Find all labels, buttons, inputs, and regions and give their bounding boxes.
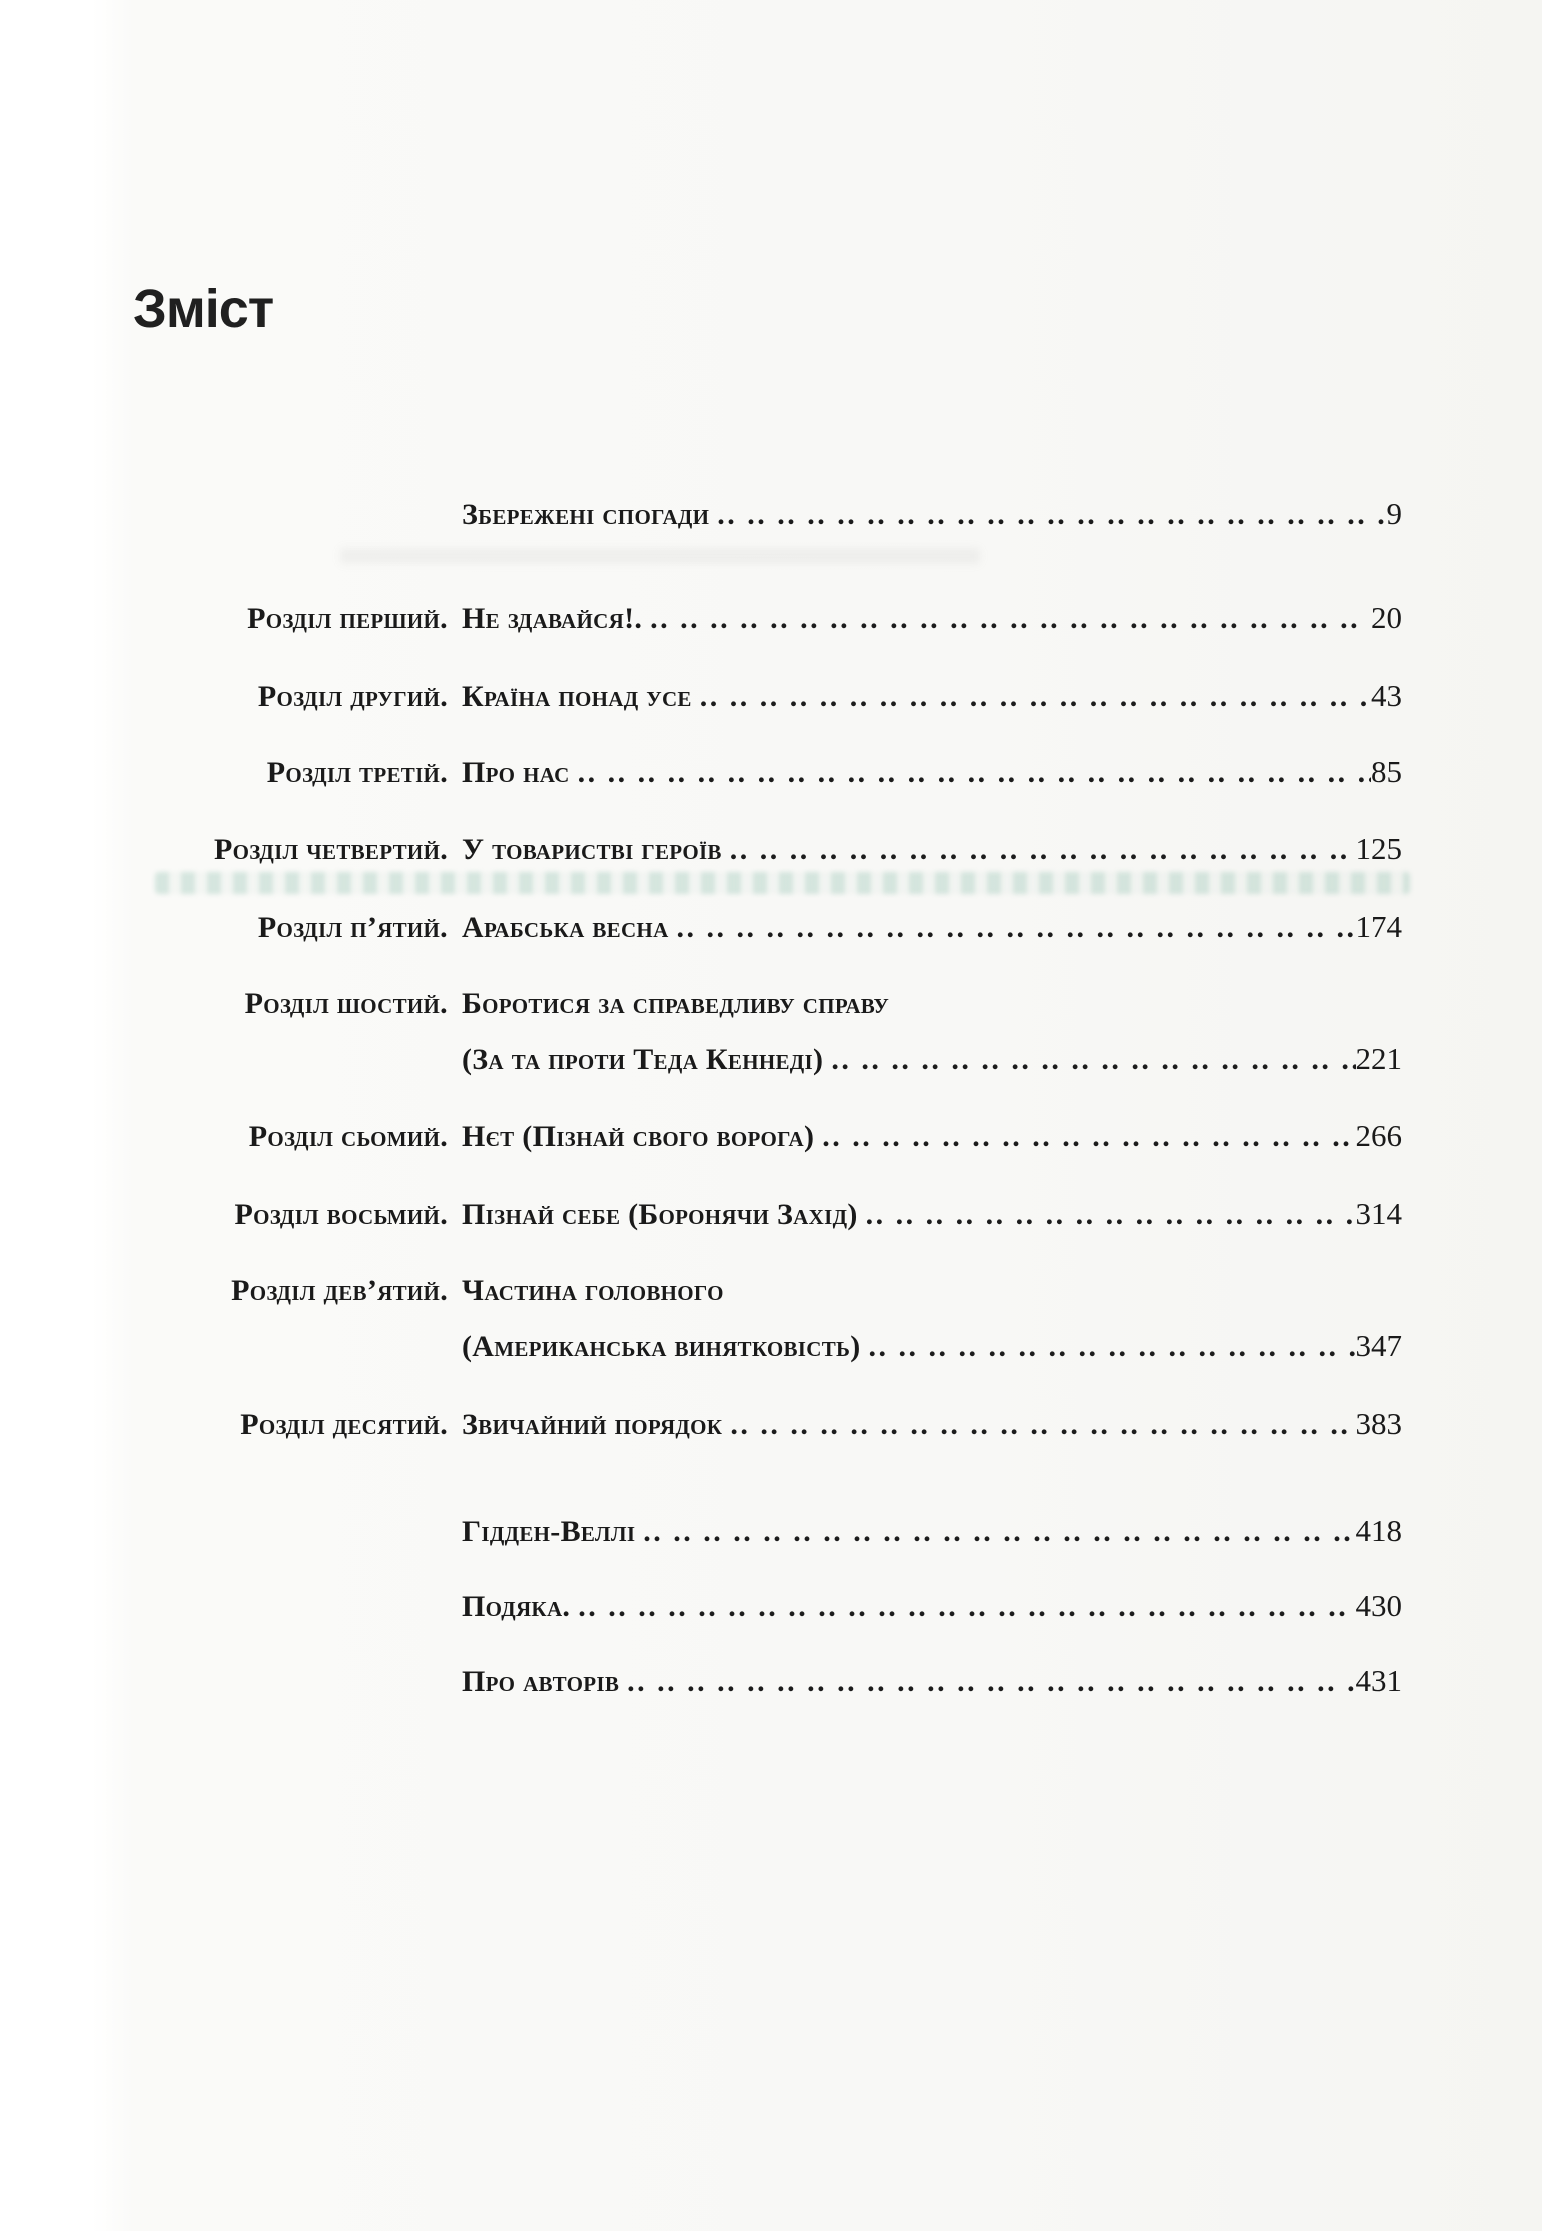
toc-title: Арабська весна [462, 911, 669, 944]
toc-chapter-label: Розділ п’ятий. [257, 911, 448, 944]
dot-leader [814, 1119, 1355, 1155]
toc-entry [110, 1406, 1402, 1443]
toc-chapter-label: Розділ перший. [247, 602, 448, 635]
toc-chapter-label: Розділ четвертий. [213, 833, 448, 866]
toc-entry-intro [110, 496, 1402, 533]
toc-page-number: 431 [1355, 1663, 1402, 1698]
dot-leader [570, 1589, 1355, 1625]
toc-title: Звичайний порядок [462, 1408, 723, 1441]
toc-entry [110, 754, 1402, 791]
toc-page-number: 125 [1355, 831, 1402, 866]
toc-title: Частина головного [462, 1274, 724, 1307]
toc-title: Про нас [462, 756, 570, 789]
toc-title: Нєт (Пізнай свого ворога) [462, 1120, 815, 1153]
dot-leader [635, 1514, 1355, 1550]
toc-chapter-label: Розділ третій. [266, 756, 448, 789]
dot-leader [722, 832, 1356, 868]
toc-page-number: 221 [1355, 1041, 1402, 1076]
toc-page-number: 174 [1355, 909, 1402, 944]
toc-page-number: 314 [1355, 1196, 1402, 1231]
dot-leader [858, 1197, 1356, 1233]
toc-entry [110, 909, 1402, 946]
dot-leader [692, 679, 1371, 715]
toc-entry-line1 [110, 1273, 1402, 1309]
toc-title: Не здавайся!. [462, 602, 643, 635]
toc-title-continuation: (За та проти Теда Кеннеді) [462, 1043, 824, 1076]
toc-chapter-label: Розділ другий. [257, 680, 448, 713]
toc-title: Збережені спогади [462, 498, 710, 531]
toc-entry [110, 678, 1402, 715]
toc-title: Країна понад усе [462, 680, 692, 713]
toc-page-number: 85 [1371, 754, 1402, 789]
toc-page-number: 9 [1386, 496, 1402, 531]
dot-leader [709, 497, 1386, 533]
toc-page-number: 20 [1371, 600, 1402, 635]
toc-title: Пізнай себе (Боронячи Захід) [462, 1198, 858, 1231]
toc-entry [110, 1118, 1402, 1155]
dot-leader [570, 755, 1371, 791]
toc-entry [110, 1196, 1402, 1233]
dot-leader [619, 1664, 1355, 1700]
toc-title: Гідден-Веллі [462, 1515, 636, 1548]
dot-leader [642, 601, 1371, 637]
toc-chapter-label: Розділ дев’ятий. [231, 1274, 448, 1307]
scan-smudge [340, 548, 980, 564]
toc-chapter-label: Розділ сьомий. [248, 1120, 448, 1153]
toc-entry-backmatter [110, 1588, 1402, 1625]
toc-title-continuation: (Американська винятковість) [462, 1330, 861, 1363]
toc-page-number: 383 [1355, 1406, 1402, 1441]
toc-title: Про авторів [462, 1665, 620, 1698]
toc-chapter-label: Розділ шостий. [244, 987, 448, 1020]
toc-page-number: 418 [1355, 1513, 1402, 1548]
toc-page-number: 43 [1371, 678, 1402, 713]
toc-title: У товаристві героїв [462, 833, 722, 866]
toc-page-number: 347 [1355, 1328, 1402, 1363]
page-title: Зміст [133, 279, 274, 339]
toc-entry [110, 600, 1402, 637]
scan-bleedthrough-line [155, 872, 1410, 894]
dot-leader [669, 910, 1356, 946]
dot-leader [823, 1042, 1355, 1078]
toc-page-number: 430 [1355, 1588, 1402, 1623]
toc-entry [110, 831, 1402, 868]
toc-entry-backmatter [110, 1663, 1402, 1700]
toc-page-number: 266 [1355, 1118, 1402, 1153]
toc-entry-line2 [110, 1328, 1402, 1365]
toc-title: Подяка. [462, 1590, 571, 1623]
toc-entry-backmatter [110, 1513, 1402, 1550]
dot-leader [861, 1329, 1356, 1365]
toc-entry-line2 [110, 1041, 1402, 1078]
toc-entry-line1 [110, 986, 1402, 1022]
toc-title: Боротися за справедливу справу [462, 987, 890, 1020]
toc-chapter-label: Розділ восьмий. [234, 1198, 448, 1231]
dot-leader [722, 1407, 1355, 1443]
toc-chapter-label: Розділ десятий. [240, 1408, 448, 1441]
